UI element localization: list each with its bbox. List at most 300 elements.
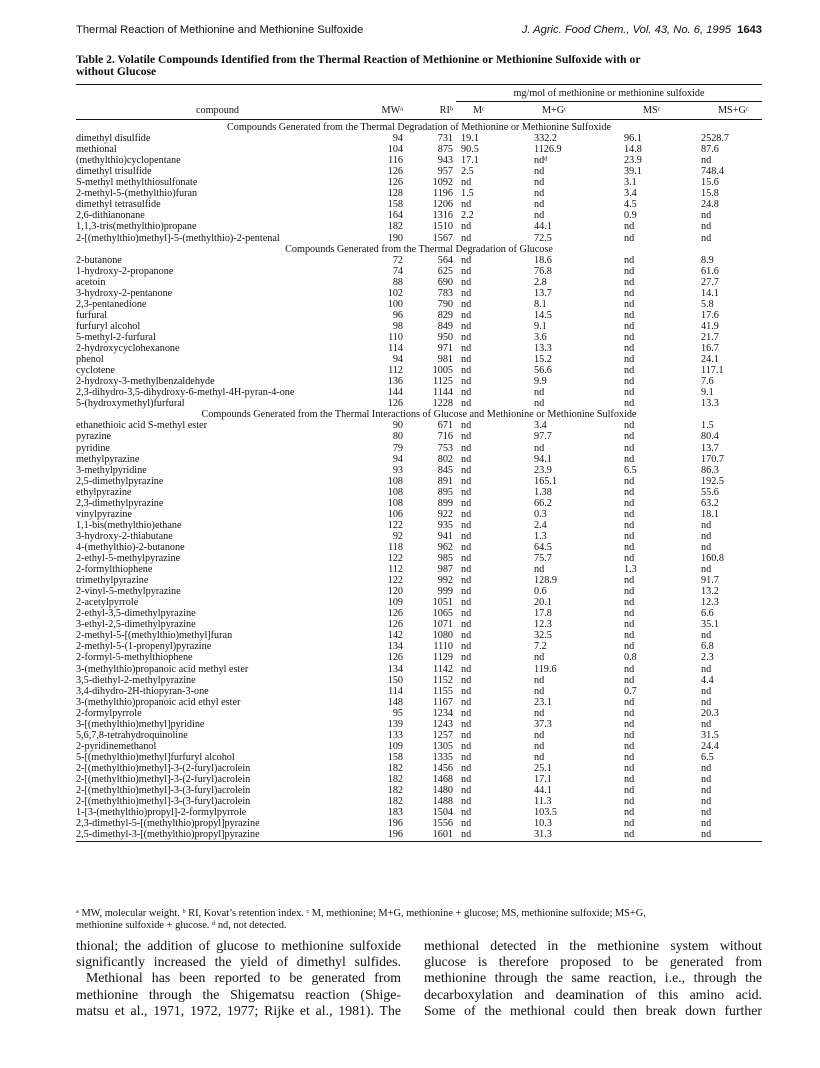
compound-name: 2,5-dimethylpyrazine	[76, 475, 164, 487]
value-m-g: 0.6	[534, 586, 547, 598]
table-row	[76, 376, 762, 387]
retention-index: 895	[437, 486, 453, 498]
value-m-g: 3.4	[534, 420, 547, 432]
value-m: nd	[461, 829, 472, 841]
molecular-weight: 142	[387, 630, 403, 642]
value-m: nd	[461, 486, 472, 498]
value-m: nd	[461, 431, 472, 443]
value-m: nd	[461, 309, 472, 321]
retention-index: 1510	[432, 221, 453, 233]
value-ms-g: nd	[701, 785, 712, 796]
value-m: nd	[461, 630, 472, 642]
value-ms: nd	[624, 376, 635, 388]
retention-index: 690	[437, 276, 453, 288]
value-ms: nd	[624, 718, 635, 730]
value-ms-g: 55.6	[701, 486, 719, 498]
value-ms-g: 24.4	[701, 740, 719, 752]
value-ms: nd	[624, 519, 635, 531]
body-text-left-column	[76, 938, 401, 1019]
value-m: nd	[461, 232, 472, 244]
value-m: nd	[461, 287, 472, 299]
value-m-g: 76.8	[534, 265, 552, 277]
retention-index: 625	[437, 265, 453, 277]
compound-name: 5-(hydroxymethyl)furfural	[76, 398, 185, 410]
value-m-g: 11.3	[534, 796, 552, 807]
value-m: nd	[461, 475, 472, 487]
value-ms-g: nd	[701, 210, 712, 222]
value-m-g: nd	[534, 674, 545, 686]
retention-index: 1005	[432, 365, 453, 377]
value-ms: 6.5	[624, 464, 637, 476]
molecular-weight: 114	[388, 343, 403, 354]
value-m: 17.1	[461, 155, 479, 167]
value-ms: nd	[624, 265, 635, 277]
value-m-g: 332.2	[534, 133, 557, 144]
compound-name: vinylpyrazine	[76, 508, 133, 520]
value-m: nd	[461, 641, 472, 653]
retention-index: 1456	[432, 762, 453, 774]
molecular-weight: 139	[387, 718, 403, 730]
table-row	[76, 829, 762, 840]
retention-index: 1305	[432, 740, 453, 752]
value-ms-g: 8.9	[701, 254, 714, 266]
compound-name: methional	[76, 144, 117, 156]
molecular-weight: 108	[387, 475, 403, 487]
compound-name: 2-acetylpyrrole	[76, 597, 139, 609]
compound-name: 2-[(methylthio)methyl]-5-(methylthio)-2-pentenal	[76, 232, 280, 244]
value-ms: nd	[624, 541, 635, 553]
compound-name: 2-methyl-5-(methylthio)furan	[76, 188, 198, 200]
value-m-g: 12.3	[534, 619, 552, 631]
table-row	[76, 233, 762, 244]
value-m-g: 25.1	[534, 762, 552, 774]
molecular-weight: 136	[387, 376, 403, 388]
compound-name: 3-hydroxy-2-thiabutane	[76, 530, 173, 542]
value-ms: nd	[624, 751, 635, 763]
retention-index: 1556	[432, 818, 453, 830]
value-ms-g: 86.3	[701, 464, 719, 476]
retention-index: 957	[437, 166, 453, 178]
value-m-g: 32.5	[534, 630, 552, 642]
retention-index: 1243	[432, 718, 453, 730]
value-m-g: 64.5	[534, 541, 552, 553]
table-row	[76, 641, 762, 652]
retention-index: 1316	[432, 210, 453, 222]
page-number: 1643	[737, 24, 762, 36]
compound-name: 2,5-dimethyl-3-[(methylthio)propyl]pyrazine	[76, 829, 260, 841]
footnote-line-2: methionine sulfoxide + glucose. ᵈ nd, not detected.	[76, 919, 287, 931]
table-row	[76, 431, 762, 442]
compound-name: 4-(methylthio)-2-butanone	[76, 541, 185, 553]
value-m-g: nd	[534, 564, 545, 575]
retention-index: 564	[437, 254, 453, 266]
compound-name: 2-vinyl-5-methylpyrazine	[76, 586, 181, 598]
table-caption-line-1: Table 2. Volatile Compounds Identified from the Thermal Reaction of Methionine or Methionine Sulfoxide with or	[76, 53, 641, 66]
value-ms-g: 24.8	[701, 199, 719, 211]
value-ms: nd	[624, 796, 635, 807]
table-row	[76, 697, 762, 708]
molecular-weight: 126	[387, 652, 403, 664]
body-line: methionine through the same reaction, i.e., through the	[424, 970, 762, 986]
value-ms-g: 17.6	[701, 309, 719, 321]
compound-name: furfuryl alcohol	[76, 320, 141, 332]
body-line: decarboxylation and deamination of this amino acid.	[424, 986, 762, 1002]
value-ms: 0.8	[624, 652, 637, 664]
value-ms: nd	[624, 309, 635, 321]
value-ms: nd	[624, 276, 635, 288]
table-row	[76, 741, 762, 752]
value-m-g: 7.2	[534, 641, 547, 653]
retention-index: 790	[437, 298, 453, 310]
value-ms: nd	[624, 641, 635, 653]
value-ms-g: nd	[701, 762, 712, 774]
value-ms-g: 13.7	[701, 442, 719, 454]
retention-index: 1155	[433, 685, 453, 697]
value-m: 19.1	[461, 133, 479, 144]
value-ms-g: 15.6	[701, 177, 719, 189]
value-m: nd	[461, 663, 472, 675]
compound-name: 2-formylthiophene	[76, 564, 153, 575]
molecular-weight: 94	[392, 354, 403, 366]
value-m: nd	[461, 541, 472, 553]
value-m-g: 97.7	[534, 431, 552, 443]
table-row	[76, 608, 762, 619]
value-ms-g: 16.7	[701, 343, 719, 354]
value-m: 90.5	[461, 144, 479, 156]
value-m: nd	[461, 354, 472, 366]
compound-name: cyclotene	[76, 365, 116, 377]
compound-name: 5-methyl-2-furfural	[76, 332, 156, 343]
compound-name: 2-methyl-5-(1-propenyl)pyrazine	[76, 641, 212, 653]
compound-name: 1,1,3-tris(methylthio)propane	[76, 221, 197, 233]
value-m-g: 72.5	[534, 232, 552, 244]
value-ms: nd	[624, 575, 635, 587]
value-m-g: nd	[534, 652, 545, 664]
molecular-weight: 98	[392, 320, 403, 332]
compound-name: ethylpyrazine	[76, 486, 132, 498]
table-row	[76, 597, 762, 608]
value-ms-g: 61.6	[701, 265, 719, 277]
compound-name: 3,4-dihydro-2H-thiopyran-3-one	[76, 685, 209, 697]
value-m-g: 56.6	[534, 365, 552, 377]
molecular-weight: 134	[387, 641, 403, 653]
molecular-weight: 183	[387, 807, 403, 819]
value-m: nd	[461, 199, 472, 211]
value-ms-g: 170.7	[701, 453, 724, 465]
value-ms-g: 80.4	[701, 431, 719, 443]
compound-name: 5,6,7,8-tetrahydroquinoline	[76, 729, 188, 741]
value-ms-g: nd	[701, 796, 712, 807]
retention-index: 1480	[432, 785, 453, 796]
molecular-weight: 133	[387, 729, 403, 741]
table-row	[76, 354, 762, 365]
body-line: methionine through the Shigematsu reaction (Shige-	[76, 986, 401, 1002]
molecular-weight: 96	[392, 309, 403, 321]
value-ms-g: 27.7	[701, 276, 719, 288]
value-ms-g: 5.8	[701, 298, 714, 310]
molecular-weight: 182	[387, 762, 403, 774]
molecular-weight: 93	[392, 464, 403, 476]
value-m: nd	[461, 773, 472, 785]
value-ms-g: 18.1	[701, 508, 719, 520]
section-heading: Compounds Generated from the Thermal Degradation of Methionine or Methionine Sulfoxide	[226, 122, 612, 133]
value-m: nd	[461, 298, 472, 310]
compound-name: 1-hydroxy-2-propanone	[76, 265, 174, 277]
table-row	[76, 652, 762, 663]
retention-index: 829	[437, 309, 453, 321]
retention-index: 962	[437, 541, 453, 553]
body-line: significantly increased the yield of dimethyl sulfides.	[76, 954, 401, 970]
compound-name: 5-[(methylthio)methyl]furfuryl alcohol	[76, 751, 235, 763]
body-text-right-column	[424, 938, 762, 1019]
retention-index: 1257	[432, 729, 453, 741]
table-row	[76, 299, 762, 310]
value-m: nd	[461, 177, 472, 189]
value-ms-g: nd	[701, 663, 712, 675]
retention-index: 1335	[432, 751, 453, 763]
compound-name: 2-[(methylthio)methyl]-3-(3-furyl)acrolein	[76, 796, 251, 807]
table-row	[76, 310, 762, 321]
compound-name: 2-pyridinemethanol	[76, 740, 157, 752]
value-ms: nd	[624, 707, 635, 719]
molecular-weight: 126	[387, 398, 403, 410]
molecular-weight: 182	[387, 221, 403, 233]
value-m: nd	[461, 796, 472, 807]
value-ms-g: nd	[701, 530, 712, 542]
table-row	[76, 387, 762, 398]
value-ms-g: nd	[701, 685, 712, 697]
table-row	[76, 796, 762, 807]
molecular-weight: 120	[387, 586, 403, 598]
table-row	[76, 332, 762, 343]
molecular-weight: 158	[387, 751, 403, 763]
value-ms-g: 6.8	[701, 641, 714, 653]
running-header-title: Thermal Reaction of Methionine and Methionine Sulfoxide	[76, 24, 364, 36]
table-row	[76, 818, 762, 829]
retention-index: 671	[437, 420, 453, 432]
table-row	[76, 454, 762, 465]
molecular-weight: 158	[387, 199, 403, 211]
value-ms-g: 13.2	[701, 586, 719, 598]
molecular-weight: 112	[388, 564, 403, 575]
table-spanner-rule	[456, 101, 762, 102]
table-row	[76, 343, 762, 354]
value-m-g: 128.9	[534, 575, 557, 587]
value-m: nd	[461, 387, 472, 399]
value-m: nd	[461, 254, 472, 266]
molecular-weight: 94	[392, 453, 403, 465]
value-m-g: 17.8	[534, 608, 552, 620]
value-ms-g: nd	[701, 221, 712, 233]
value-ms: nd	[624, 475, 635, 487]
compound-name: phenol	[76, 354, 104, 366]
value-m: nd	[461, 530, 472, 542]
table-row	[76, 288, 762, 299]
table-row	[76, 210, 762, 221]
table-row	[76, 763, 762, 774]
compound-name: ethanethioic acid S-methyl ester	[76, 420, 207, 432]
table-row	[76, 664, 762, 675]
value-m: nd	[461, 696, 472, 708]
value-ms: nd	[624, 696, 635, 708]
molecular-weight: 126	[387, 166, 403, 178]
compound-name: 2-formylpyrrole	[76, 707, 142, 719]
value-ms: nd	[624, 486, 635, 498]
retention-index: 849	[437, 320, 453, 332]
compound-name: 2-[(methylthio)methyl]-3-(3-furyl)acrolein	[76, 785, 251, 796]
value-m-g: 9.9	[534, 376, 547, 388]
retention-index: 1144	[433, 387, 453, 399]
value-m: nd	[461, 575, 472, 587]
compound-name: pyrazine	[76, 431, 112, 443]
value-m-g: 75.7	[534, 553, 552, 564]
value-m: nd	[461, 508, 472, 520]
value-m: nd	[461, 608, 472, 620]
value-m: nd	[461, 221, 472, 233]
value-ms-g: 63.2	[701, 497, 719, 509]
value-m: nd	[461, 586, 472, 598]
molecular-weight: 116	[388, 155, 403, 167]
table-row	[76, 730, 762, 741]
retention-index: 731	[437, 133, 453, 144]
molecular-weight: 100	[387, 298, 403, 310]
value-ms: nd	[624, 586, 635, 598]
value-ms: nd	[624, 807, 635, 819]
compound-name: 3-[(methylthio)methyl]pyridine	[76, 718, 205, 730]
body-line: glucose is therefore proposed to be generated from	[424, 954, 762, 970]
column-header-ms: MSᶜ	[643, 105, 661, 116]
table-row	[76, 255, 762, 266]
value-m-g: 14.5	[534, 309, 552, 321]
molecular-weight: 190	[387, 232, 403, 244]
value-ms: nd	[624, 354, 635, 366]
table-row	[76, 785, 762, 796]
value-ms-g: 35.1	[701, 619, 719, 631]
table-caption	[76, 54, 762, 78]
retention-index: 1092	[432, 177, 453, 189]
value-ms: nd	[624, 508, 635, 520]
value-ms-g: 192.5	[701, 475, 724, 487]
retention-index: 935	[437, 519, 453, 531]
value-m-g: 94.1	[534, 453, 552, 465]
column-header-ms-g: MS+Gᶜ	[718, 105, 749, 116]
compound-name: 2-methyl-5-[(methylthio)methyl]furan	[76, 630, 233, 642]
retention-index: 985	[437, 553, 453, 564]
body-line: methional detected in the methionine system without	[424, 938, 762, 953]
value-m-g: 15.2	[534, 354, 552, 366]
table-row	[76, 266, 762, 277]
compound-name: 1,1-bis(methylthio)ethane	[76, 519, 182, 531]
molecular-weight: 94	[392, 133, 403, 144]
compound-name: 2-butanone	[76, 254, 122, 266]
value-m-g: nd	[534, 398, 545, 410]
value-m-g: nd	[534, 707, 545, 719]
value-m: nd	[461, 519, 472, 531]
table-row	[76, 221, 762, 232]
value-m-g: nd	[534, 729, 545, 741]
value-m-g: nd	[534, 685, 545, 697]
compound-name: dimethyl disulfide	[76, 133, 151, 144]
value-m: nd	[461, 652, 472, 664]
value-ms-g: nd	[701, 155, 712, 167]
compound-name: 2-ethyl-5-methylpyrazine	[76, 553, 181, 564]
retention-index: 943	[437, 155, 453, 167]
value-ms: 3.4	[624, 188, 637, 200]
value-ms: nd	[624, 553, 635, 564]
retention-index: 1125	[433, 376, 453, 388]
table-row	[76, 531, 762, 542]
table-row	[76, 166, 762, 177]
value-ms: nd	[624, 343, 635, 354]
table-row	[76, 807, 762, 818]
value-m-g: nd	[534, 166, 545, 178]
running-header-citation	[522, 24, 762, 36]
value-ms-g: 87.6	[701, 144, 719, 156]
value-m-g: nd	[534, 177, 545, 189]
table-row	[76, 575, 762, 586]
value-ms-g: 2.3	[701, 652, 714, 664]
table-header-rule	[76, 119, 762, 120]
value-ms-g: nd	[701, 807, 712, 819]
molecular-weight: 109	[387, 597, 403, 609]
molecular-weight: 108	[387, 497, 403, 509]
table-row	[76, 365, 762, 376]
value-m: nd	[461, 597, 472, 609]
retention-index: 716	[437, 431, 453, 443]
value-ms-g: 91.7	[701, 575, 719, 587]
molecular-weight: 106	[387, 508, 403, 520]
retention-index: 971	[437, 343, 453, 354]
retention-index: 802	[437, 453, 453, 465]
value-m-g: nd	[534, 188, 545, 200]
retention-index: 987	[437, 564, 453, 575]
value-m: nd	[461, 619, 472, 631]
value-m-g: 2.8	[534, 276, 547, 288]
molecular-weight: 122	[387, 519, 403, 531]
value-m-g: 66.2	[534, 497, 552, 509]
table-row	[76, 420, 762, 431]
value-m-g: 20.1	[534, 597, 552, 609]
table-row	[76, 487, 762, 498]
value-ms-g: nd	[701, 829, 712, 841]
compound-name: 2-hydroxycyclohexanone	[76, 343, 180, 354]
value-m: nd	[461, 420, 472, 432]
value-m: nd	[461, 320, 472, 332]
value-ms-g: 13.3	[701, 398, 719, 410]
value-ms: nd	[624, 663, 635, 675]
molecular-weight: 148	[387, 696, 403, 708]
compound-name: dimethyl trisulfide	[76, 166, 152, 178]
molecular-weight: 196	[387, 818, 403, 830]
section-heading: Compounds Generated from the Thermal Degradation of Glucose	[285, 243, 553, 255]
molecular-weight: 164	[387, 210, 403, 222]
value-ms-g: 21.7	[701, 332, 719, 343]
table-row	[76, 199, 762, 210]
value-m-g: 23.1	[534, 696, 552, 708]
value-m-g: nd	[534, 751, 545, 763]
table-row	[76, 542, 762, 553]
molecular-weight: 118	[388, 541, 403, 553]
table-row	[76, 498, 762, 509]
value-m-g: 18.6	[534, 254, 552, 266]
table-row	[76, 708, 762, 719]
body-line: Methional has been reported to be generated from	[86, 970, 401, 986]
value-m: 2.2	[461, 210, 474, 222]
value-ms: nd	[624, 608, 635, 620]
molecular-weight: 128	[387, 188, 403, 200]
retention-index: 1152	[433, 674, 453, 686]
value-m: nd	[461, 453, 472, 465]
